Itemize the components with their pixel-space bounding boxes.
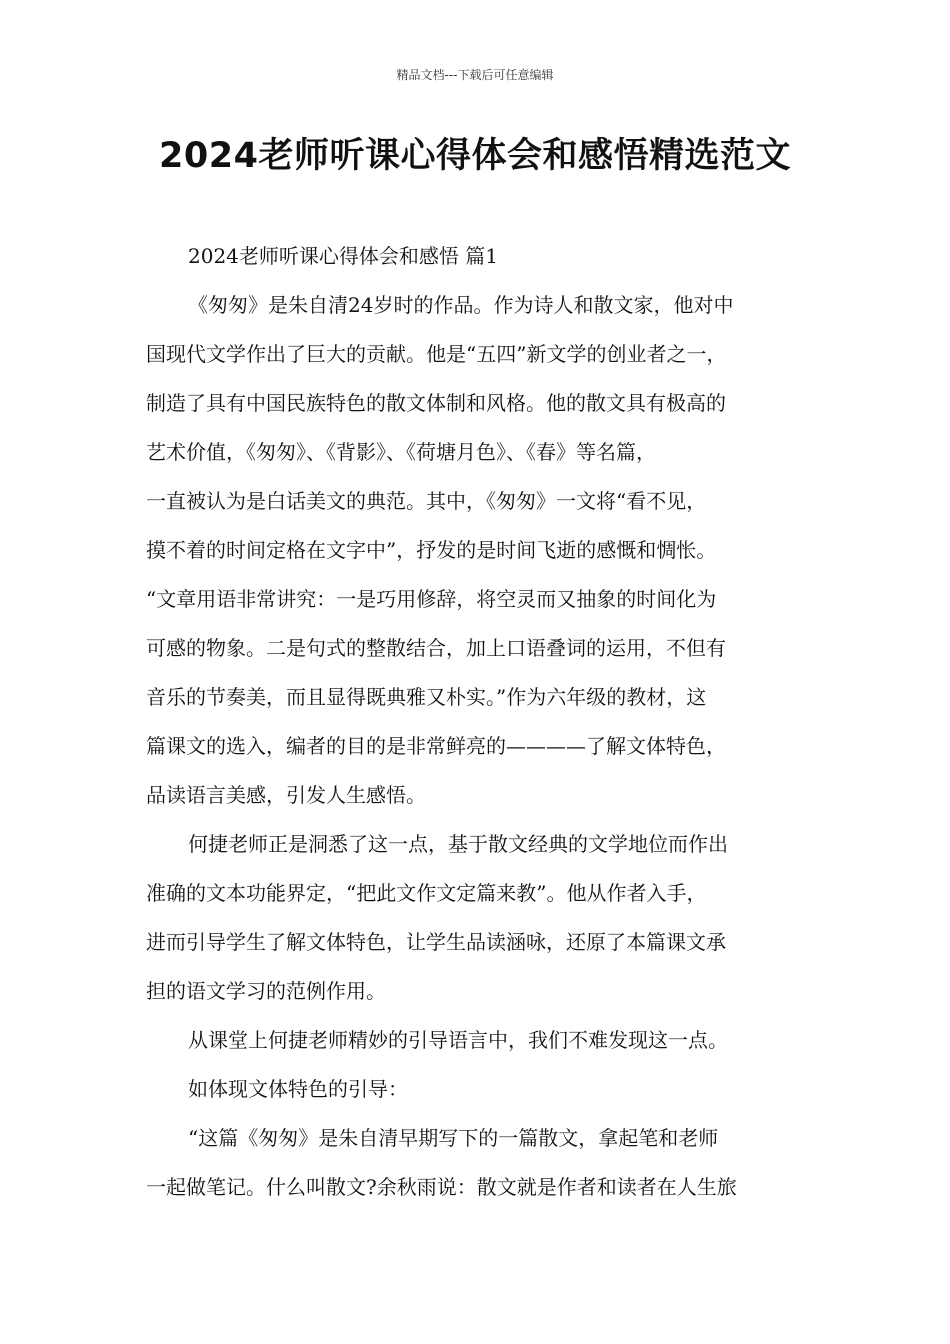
paragraph-line: 可感的物象。二是句式的整散结合，加上口语叠词的运用，不但有: [146, 636, 726, 660]
paragraph-line: 国现代文学作出了巨大的贡献。他是“五四”新文学的创业者之一，: [146, 342, 727, 366]
document-title: 2024老师听课心得体会和感悟精选范文: [159, 136, 791, 176]
section-heading: 2024老师听课心得体会和感悟 篇1: [188, 244, 498, 268]
paragraph-line: 制造了具有中国民族特色的散文体制和风格。他的散文具有极高的: [146, 391, 726, 415]
paragraph-line: 何捷老师正是洞悉了这一点，基于散文经典的文学地位而作出: [188, 832, 728, 856]
paragraph-line: 如体现文体特色的引导：: [188, 1077, 408, 1101]
paragraph-line: “文章用语非常讲究：一是巧用修辞，将空灵而又抽象的时间化为: [146, 587, 717, 611]
paragraph-line: 摸不着的时间定格在文字中”，抒发的是时间飞逝的感慨和惆怅。: [146, 538, 717, 562]
paragraph-line: 一起做笔记。什么叫散文?余秋雨说：散文就是作者和读者在人生旅: [146, 1175, 737, 1199]
paragraph-line: 进而引导学生了解文体特色，让学生品读涵咏，还原了本篇课文承: [146, 930, 726, 954]
page-header-note: 精品文档---下载后可任意编辑: [396, 68, 554, 82]
paragraph-line: 品读语言美感，引发人生感悟。: [146, 783, 426, 807]
paragraph-line: 艺术价值，《匆匆》、《背影》、《荷塘月色》、《春》等名篇，: [146, 440, 656, 464]
paragraph-line: 篇课文的选入，编者的目的是非常鲜亮的————了解文体特色，: [146, 734, 726, 758]
paragraph-line: 《匆匆》是朱自清24岁时的作品。作为诗人和散文家，他对中: [188, 293, 734, 317]
paragraph-line: 担的语文学习的范例作用。: [146, 979, 386, 1003]
paragraph-line: 音乐的节奏美，而且显得既典雅又朴实。”作为六年级的教材，这: [146, 685, 707, 709]
paragraph-line: 从课堂上何捷老师精妙的引导语言中，我们不难发现这一点。: [188, 1028, 728, 1052]
paragraph-line: 准确的文本功能界定，“把此文作文定篇来教”。他从作者入手，: [146, 881, 707, 905]
paragraph-line: 一直被认为是白话美文的典范。其中，《匆匆》一文将“看不见，: [146, 489, 707, 513]
paragraph-line: “这篇《匆匆》是朱自清早期写下的一篇散文，拿起笔和老师: [188, 1126, 719, 1150]
document-body: [146, 232, 810, 1212]
